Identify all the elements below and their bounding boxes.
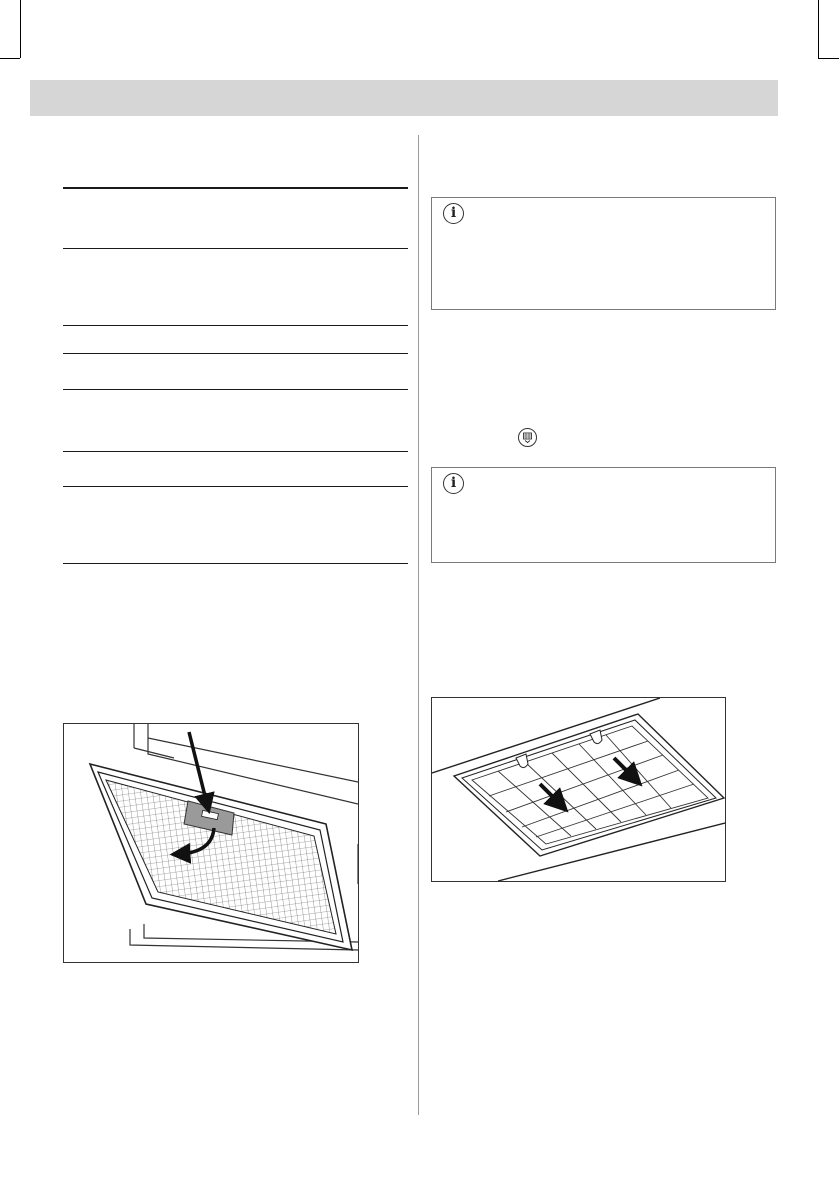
crop-mark-left-vertical (20, 0, 21, 58)
table-row-divider (63, 389, 408, 390)
grease-filter-removal-figure (63, 723, 359, 963)
info-icon: i (443, 473, 464, 494)
table-row-divider (63, 248, 408, 249)
info-note-box (431, 467, 776, 563)
table-row-divider (63, 325, 408, 326)
crop-mark-right-horizontal (818, 58, 839, 59)
table-row-divider (63, 486, 408, 487)
info-note-box (431, 197, 776, 310)
column-divider (418, 135, 419, 1115)
info-icon: i (443, 203, 464, 224)
filter-reset-icon (518, 428, 537, 447)
table-row-divider (63, 353, 408, 354)
table-top-rule (63, 187, 408, 189)
table-row-divider (63, 451, 408, 452)
table-bottom-rule (63, 563, 408, 564)
crop-mark-right-vertical (818, 0, 819, 58)
crop-mark-left-horizontal (0, 58, 20, 59)
grease-filter-ceiling-figure (431, 697, 726, 882)
section-header-bar (30, 80, 778, 116)
